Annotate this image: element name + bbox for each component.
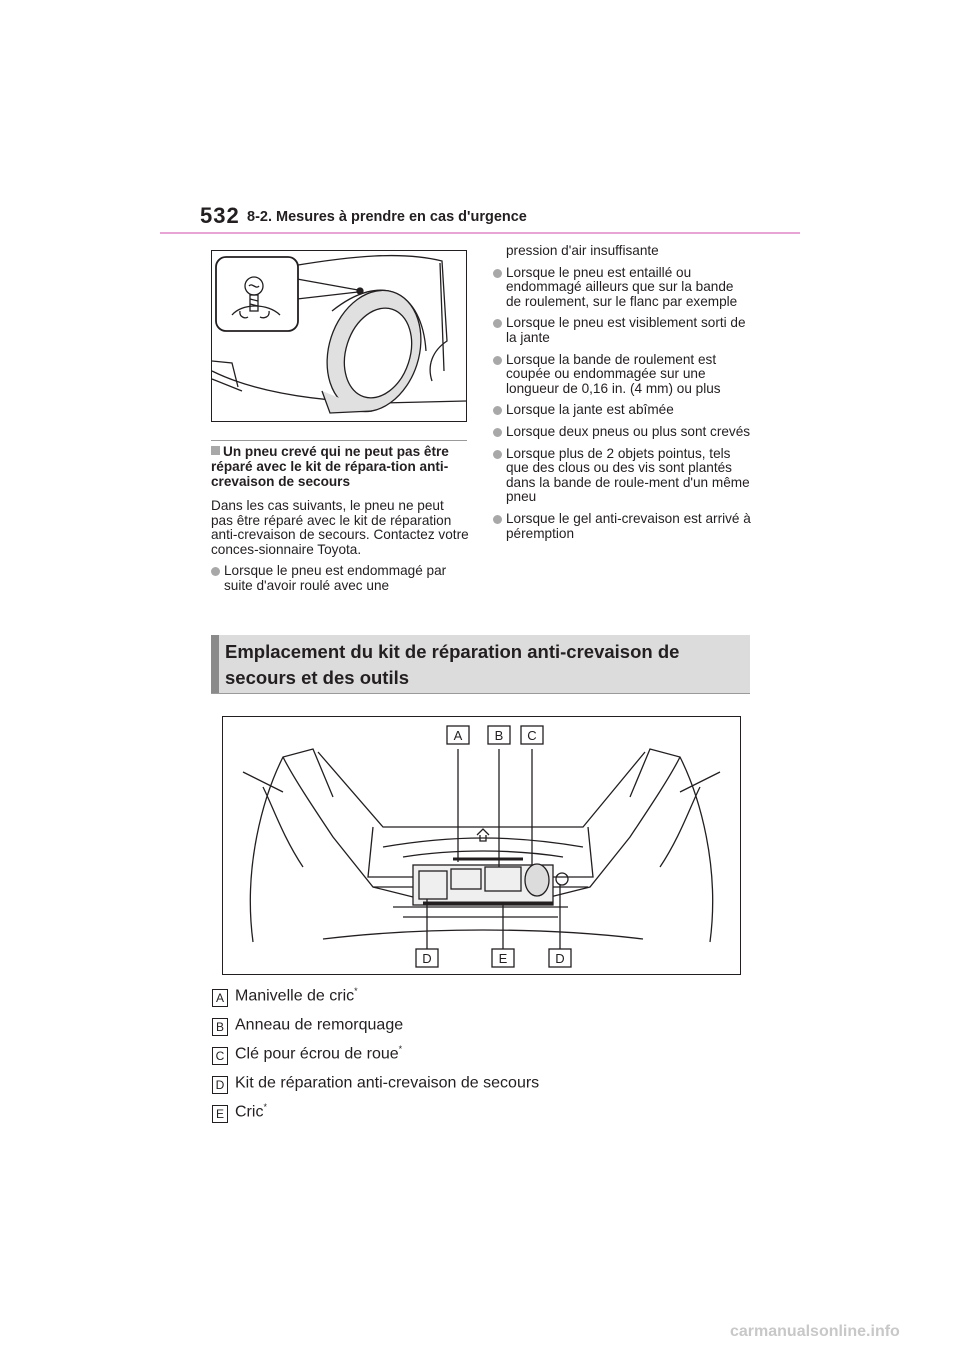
list-item-text: Lorsque le pneu est visiblement sorti de la jante [506,315,746,345]
legend-text: Kit de réparation anti-crevaison de secours [235,1074,540,1092]
tire-screw-illustration [211,250,467,422]
subsection-rule [211,440,467,441]
list-item-text: Lorsque le pneu est endommagé par suite d'avoir roulé avec une [224,563,447,593]
trunk-tools-illustration [222,716,741,975]
bullet-icon [493,319,502,328]
legend-item [212,1097,772,1123]
callout-e: E [498,951,508,966]
legend-letter: A [212,989,228,1007]
legend-letter: C [212,1047,228,1065]
intro-paragraph: Dans les cas suivants, le pneu ne peut pas être réparé avec le kit de réparation anti-crevaison de secours. Contactez votre conces-sionnaire Toyota. [211,498,469,557]
legend-item [212,981,772,1007]
list-item-text: Lorsque deux pneus ou plus sont crevés [506,423,751,439]
list-item-text: Lorsque la bande de roulement est coupée ou endommagée sur une longueur de 0,16 in. (4 mm) ou plus [506,351,721,396]
page-number: 532 [200,203,240,228]
bullet-icon [493,406,502,415]
heading-marker-icon [211,446,220,455]
callout-a: A [453,728,463,743]
list-item [493,316,751,345]
watermark: carmanualsonline.info [730,1323,900,1340]
list-item [493,266,751,310]
list-item [493,425,751,440]
legend-note: * [354,986,358,996]
legend-text: Manivelle de cric [235,987,355,1005]
list-item [493,512,751,541]
legend-item [212,1010,772,1036]
legend-text: Cric [235,1103,264,1121]
right-column-body [493,244,751,548]
callout-c: C [527,728,537,743]
list-item [493,447,751,505]
section-title: 8-2. Mesures à prendre en cas d'urgence [247,209,527,225]
legend-letter: B [212,1018,228,1036]
bullet-icon [493,428,502,437]
callout-d: D [422,951,432,966]
list-item-text: Lorsque le gel anti-crevaison est arrivé à péremption [506,510,751,541]
legend-letter: D [212,1076,228,1094]
list-item [211,564,469,593]
callout-d: D [555,951,565,966]
banner-accent [211,635,219,693]
legend-item [212,1039,772,1065]
bullet-icon [211,567,220,576]
list-item [493,353,751,397]
list-item-text: Lorsque la jante est abîmée [506,402,674,418]
bullet-icon [493,450,502,459]
list-item-text: Lorsque plus de 2 objets pointus, tels que des clous ou des vis sont plantés dans la bande de roule-ment d'un même pneu [506,445,750,505]
bullet-icon [493,356,502,365]
legend-text: Clé pour écrou de roue [235,1045,399,1063]
list-item [493,403,751,418]
subsection-title: Un pneu crevé qui ne peut pas être réparé avec le kit de répara-tion anti-crevaison de secours [211,444,449,489]
subsection-heading [211,444,471,489]
legend-text: Anneau de remorquage [235,1016,404,1034]
list-item-continuation: pression d'air insuffisante [506,243,659,258]
legend-item [212,1068,772,1094]
bullet-icon [493,515,502,524]
legend-note: * [263,1102,267,1112]
bullet-icon [493,269,502,278]
left-column-body [211,499,469,601]
list-item-text: Lorsque le pneu est entaillé ou endommagé ailleurs que sur la bande de roulement, sur le flanc par exemple [506,264,738,309]
section-banner [211,635,750,694]
banner-title: Emplacement du kit de réparation anti-crevaison de secours et des outils [225,641,680,688]
legend-letter: E [212,1105,228,1123]
header-divider [160,232,800,234]
legend-note: * [398,1044,403,1054]
callout-b: B [494,728,504,743]
